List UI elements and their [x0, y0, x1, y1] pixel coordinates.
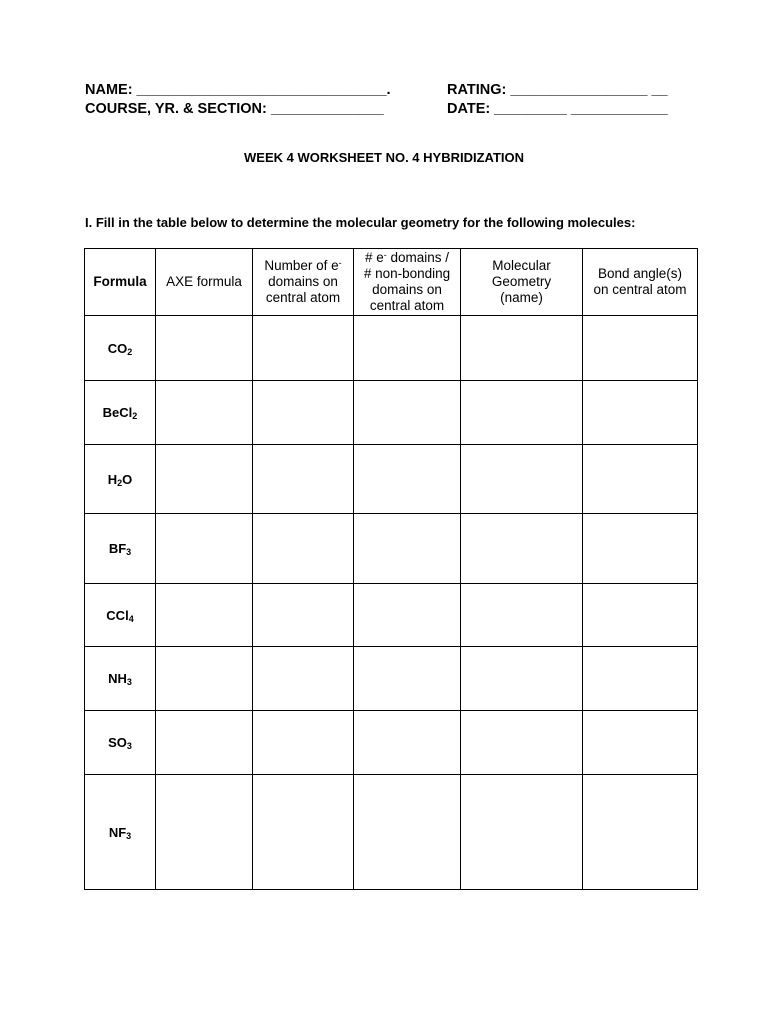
formula-cell: CCl$_4$ [85, 584, 156, 647]
answer-cell-angle[interactable] [583, 584, 698, 647]
answer-cell-geometry[interactable] [461, 584, 583, 647]
table-row [85, 381, 698, 445]
formula-cell: $H_2O$ [85, 445, 156, 514]
answer-cell-domains[interactable] [253, 775, 354, 890]
answer-cell-axe[interactable] [156, 514, 253, 584]
course-field-label: COURSE, YR. & SECTION: ______________ [85, 101, 384, 117]
header-number-of-domains [253, 249, 354, 316]
worksheet-title: WEEK 4 WORKSHEET NO. 4 HYBRIDIZATION [244, 150, 524, 165]
answer-cell-domains[interactable] [253, 584, 354, 647]
answer-cell-axe[interactable] [156, 316, 253, 381]
answer-cell-nonbonding[interactable] [354, 316, 461, 381]
header-hash-line2: # non-bonding [363, 266, 451, 281]
answer-cell-angle[interactable] [583, 316, 698, 381]
answer-cell-angle[interactable] [583, 445, 698, 514]
formula-cell: $BF_3$ [85, 514, 156, 584]
answer-cell-nonbonding[interactable] [354, 775, 461, 890]
header-angle-line2: on central atom [593, 282, 687, 297]
answer-cell-angle[interactable] [583, 381, 698, 445]
instruction-text: I. Fill in the table below to determine the molecular geometry for the following molecules: [85, 215, 636, 230]
answer-cell-geometry[interactable] [461, 445, 583, 514]
answer-cell-axe[interactable] [156, 381, 253, 445]
answer-cell-nonbonding[interactable] [354, 445, 461, 514]
header-num-domains-line3: central atom [265, 290, 341, 305]
table-row [85, 445, 698, 514]
answer-cell-nonbonding[interactable] [354, 514, 461, 584]
answer-cell-domains[interactable] [253, 647, 354, 711]
date-field-label: DATE: _________ ____________ [447, 101, 668, 117]
header-geom-line1: Molecular [492, 258, 551, 273]
answer-cell-axe[interactable] [156, 647, 253, 711]
answer-cell-angle[interactable] [583, 775, 698, 890]
table-row [85, 775, 698, 890]
header-axe-formula: AXE formula [156, 249, 253, 316]
table-header-row [85, 249, 698, 316]
header-geom-line3: (name) [500, 290, 543, 305]
answer-cell-geometry[interactable] [461, 711, 583, 775]
table-row [85, 584, 698, 647]
answer-cell-axe[interactable] [156, 445, 253, 514]
header-molecular-geometry [461, 249, 583, 316]
formula-cell: $NF_3$ [85, 775, 156, 890]
answer-cell-geometry[interactable] [461, 647, 583, 711]
answer-cell-domains[interactable] [253, 514, 354, 584]
header-num-domains-line1: Number of e- [264, 258, 342, 273]
answer-cell-nonbonding[interactable] [354, 584, 461, 647]
answer-cell-geometry[interactable] [461, 514, 583, 584]
formula-cell: $NH_3$ [85, 647, 156, 711]
answer-cell-angle[interactable] [583, 514, 698, 584]
header-bond-angles [583, 249, 698, 316]
header-hash-line1: # e- domains / [364, 250, 450, 265]
rating-field-label: RATING: _________________ __ [447, 82, 668, 98]
header-nonbonding-domains [354, 249, 461, 316]
answer-cell-geometry[interactable] [461, 316, 583, 381]
answer-cell-domains[interactable] [253, 316, 354, 381]
answer-cell-axe[interactable] [156, 584, 253, 647]
name-field-label: NAME: _______________________________. [85, 82, 391, 98]
header-num-domains-line2: domains on [268, 274, 338, 289]
table-row [85, 316, 698, 381]
answer-cell-nonbonding[interactable] [354, 647, 461, 711]
formula-cell: $CO_2$ [85, 316, 156, 381]
answer-cell-axe[interactable] [156, 775, 253, 890]
answer-cell-domains[interactable] [253, 711, 354, 775]
formula-cell: $SO_3$ [85, 711, 156, 775]
header-hash-line3: domains on [372, 282, 442, 297]
answer-cell-angle[interactable] [583, 647, 698, 711]
header-geom-line2: Geometry [491, 274, 552, 289]
header-angle-line1: Bond angle(s) [597, 266, 683, 281]
answer-cell-nonbonding[interactable] [354, 381, 461, 445]
table-row [85, 711, 698, 775]
answer-cell-domains[interactable] [253, 445, 354, 514]
header-hash-line4: central atom [369, 298, 445, 313]
answer-cell-axe[interactable] [156, 711, 253, 775]
header-formula: Formula [85, 249, 156, 316]
answer-cell-nonbonding[interactable] [354, 711, 461, 775]
molecular-geometry-table [84, 248, 698, 890]
formula-cell: BeCl$_2$ [85, 381, 156, 445]
table-row [85, 514, 698, 584]
answer-cell-angle[interactable] [583, 711, 698, 775]
answer-cell-geometry[interactable] [461, 381, 583, 445]
table-row [85, 647, 698, 711]
answer-cell-domains[interactable] [253, 381, 354, 445]
answer-cell-geometry[interactable] [461, 775, 583, 890]
